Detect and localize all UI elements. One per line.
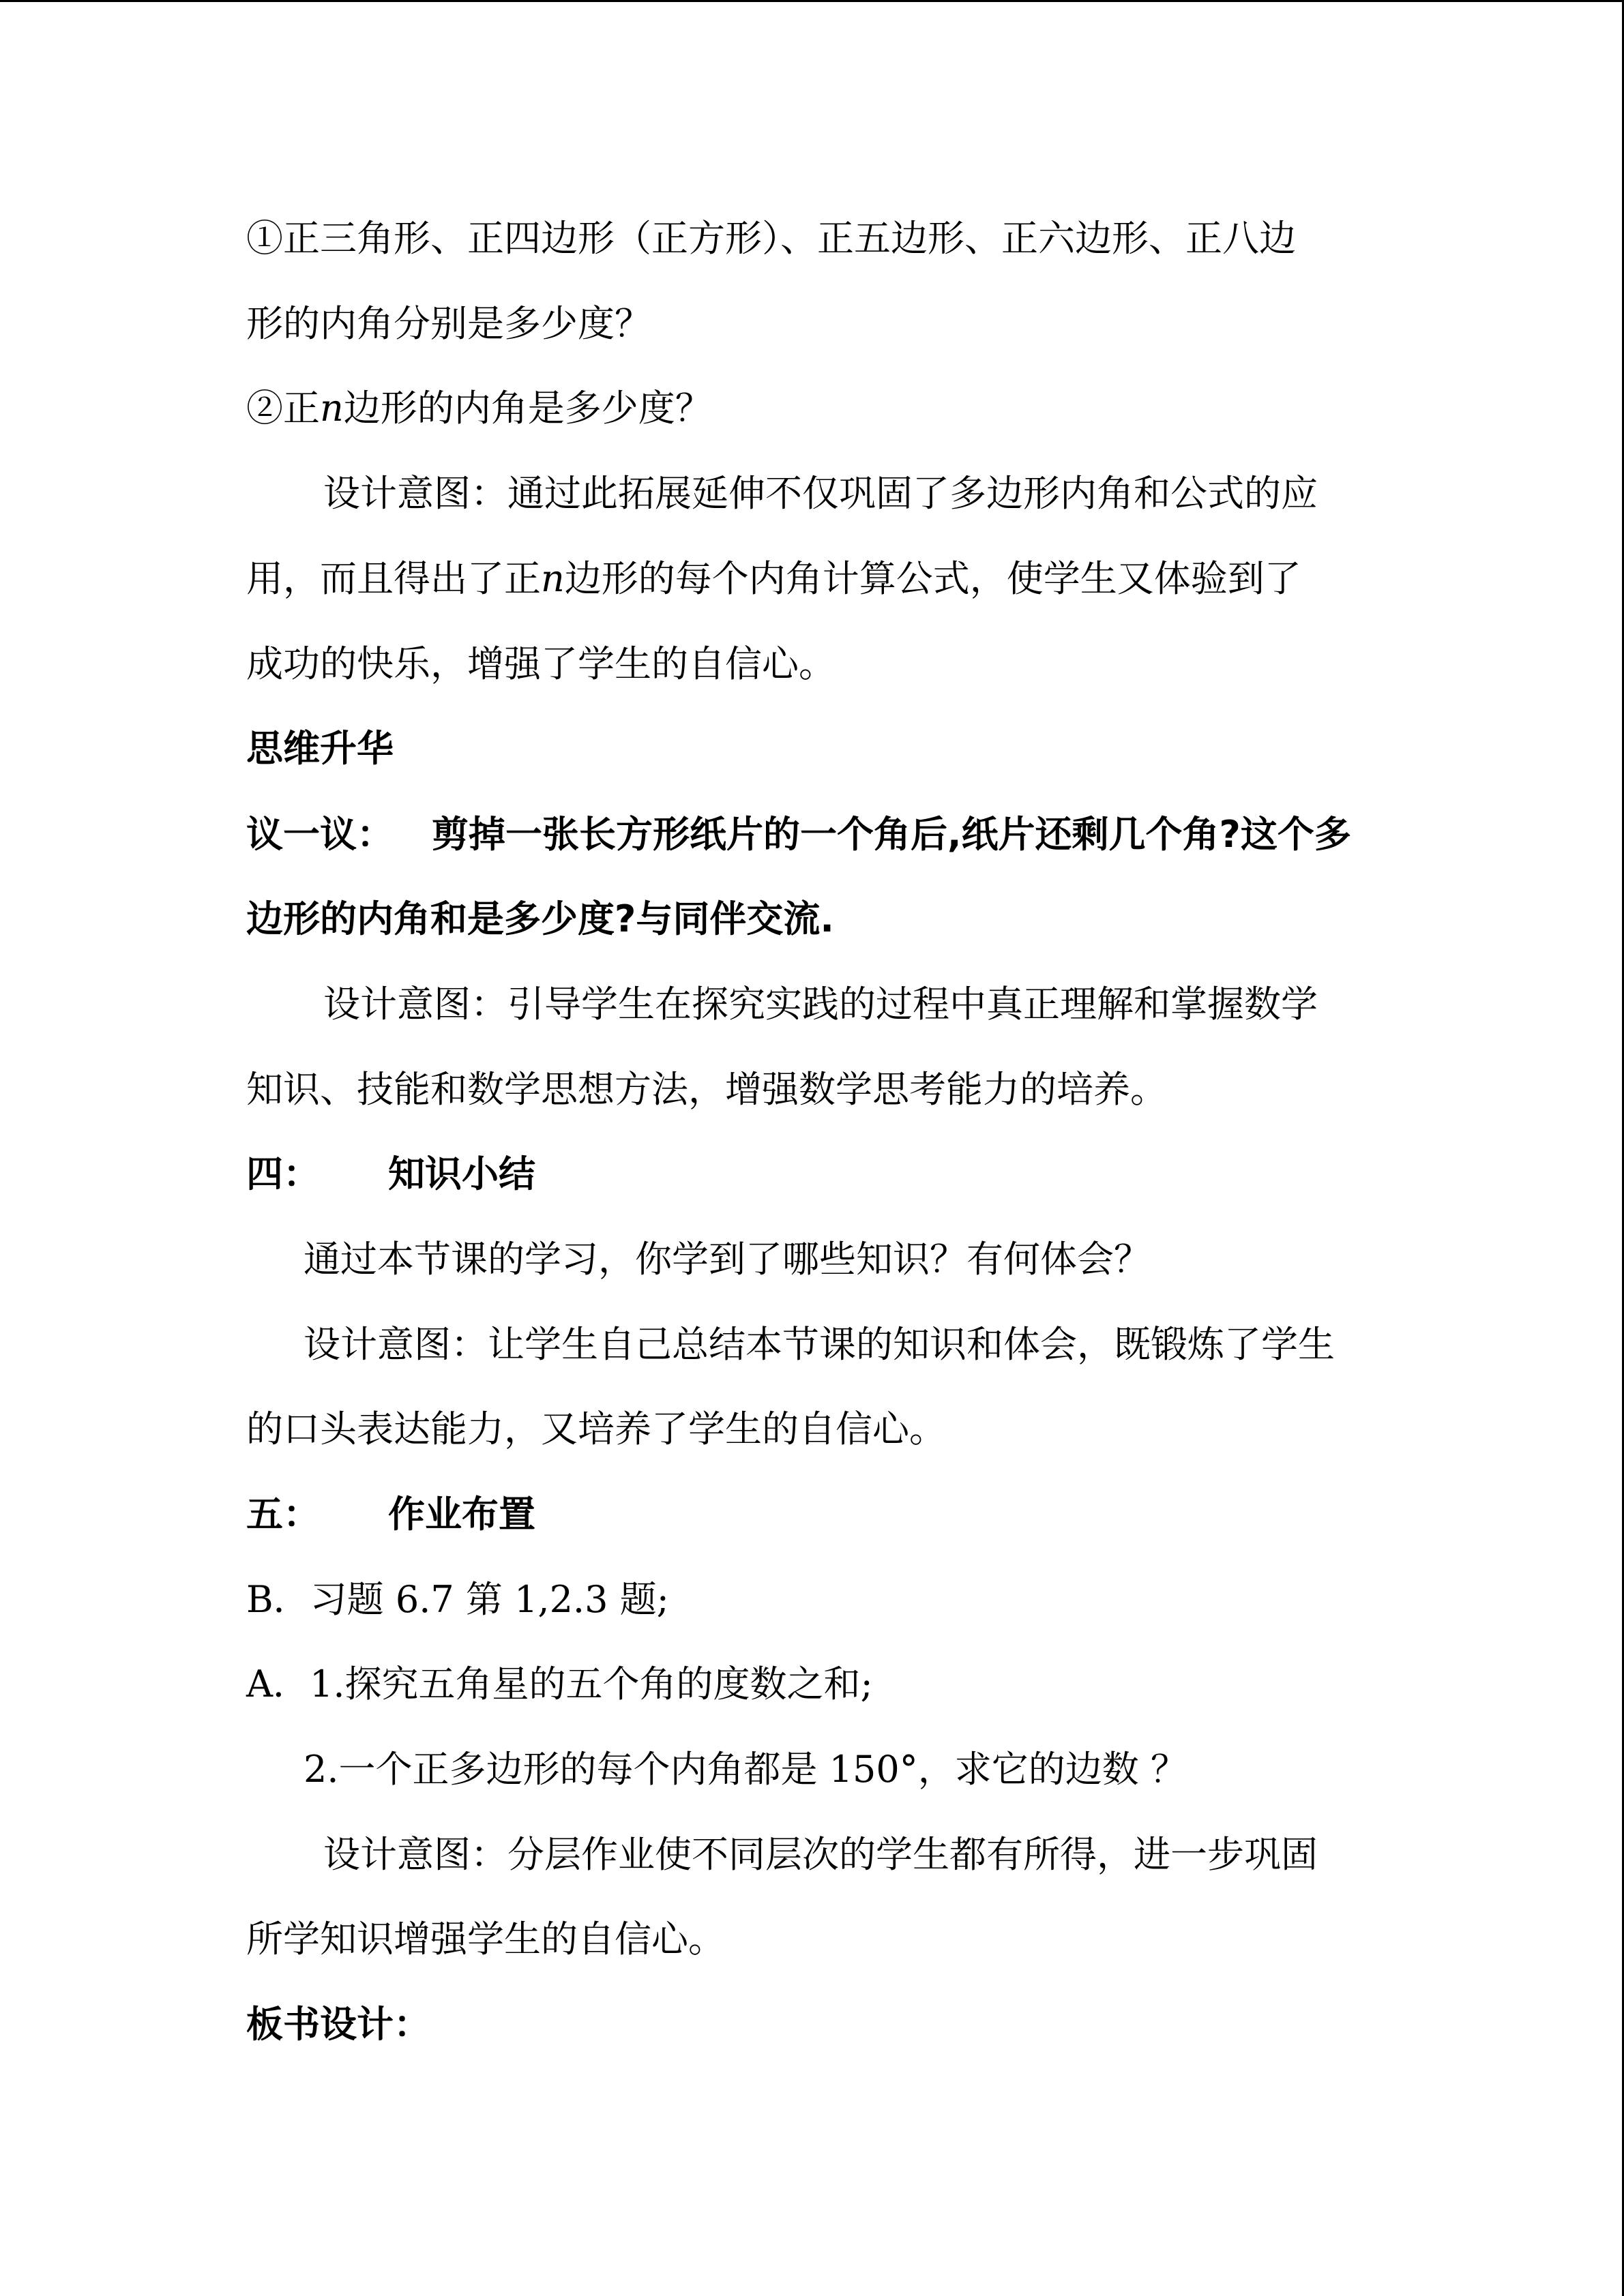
design-intent-1-line-3: 成功的快乐，增强了学生的自信心。 xyxy=(246,642,836,685)
design-intent-1-line-1: 设计意图：通过此拓展延伸不仅巩固了多边形内角和公式的应 xyxy=(323,472,1318,515)
design-intent-3-line-2: 的口头表达能力，又培养了学生的自信心。 xyxy=(246,1407,946,1450)
section-title-summary: 知识小结 xyxy=(388,1152,535,1195)
variable-n: n xyxy=(541,557,565,600)
discussion-line-2: 边形的内角和是多少度?与同伴交流. xyxy=(246,897,834,940)
design-intent-4-line-2: 所学知识增强学生的自信心。 xyxy=(246,1918,725,1960)
discussion-line-1 xyxy=(246,810,1351,859)
question-2-prefix: ②正 xyxy=(246,387,320,430)
question-2 xyxy=(246,384,712,433)
homework-a-2: 2.一个正多边形的每个内角都是 150°，求它的边数 ？ xyxy=(304,1748,1187,1791)
homework-b: B．习题 6.7 第 1,2.3 题; xyxy=(246,1578,669,1621)
design-intent-1-line-2 xyxy=(246,554,1301,603)
section-number-4: 四： xyxy=(246,1152,320,1195)
design-intent-3-line-1: 设计意图：让学生自己总结本节课的知识和体会，既锻炼了学生 xyxy=(304,1323,1335,1366)
design-intent-4-line-1: 设计意图：分层作业使不同层次的学生都有所得，进一步巩固 xyxy=(323,1833,1318,1876)
summary-question: 通过本节课的学习，你学到了哪些知识？有何体会？ xyxy=(304,1238,1151,1281)
discussion-label: 议一议： xyxy=(246,813,394,856)
section-title-homework: 作业布置 xyxy=(388,1493,535,1536)
section-heading-homework xyxy=(246,1490,535,1539)
homework-a-1: A．1.探究五角星的五个角的度数之和; xyxy=(246,1663,873,1705)
section-heading-board-design: 板书设计： xyxy=(246,2003,430,2046)
section-number-5: 五： xyxy=(246,1493,320,1536)
design-intent-2-line-1: 设计意图：引导学生在探究实践的过程中真正理解和掌握数学 xyxy=(323,983,1318,1026)
design-intent-2-line-2: 知识、技能和数学思想方法，增强数学思考能力的培养。 xyxy=(246,1068,1167,1111)
design-intent-1-prefix: 用，而且得出了正 xyxy=(246,557,541,600)
question-2-suffix: 边形的内角是多少度？ xyxy=(343,387,712,430)
section-heading-summary xyxy=(246,1150,535,1199)
question-1-line-2: 形的内角分别是多少度？ xyxy=(246,302,651,345)
section-heading-thinking: 思维升华 xyxy=(246,727,394,770)
discussion-text: 剪掉一张长方形纸片的一个角后,纸片还剩几个角?这个多 xyxy=(432,813,1351,856)
question-1-line-1: ①正三角形、正四边形（正方形）、正五边形、正六边形、正八边 xyxy=(246,217,1296,260)
design-intent-1-suffix: 边形的每个内角计算公式，使学生又体验到了 xyxy=(564,557,1301,600)
variable-n: n xyxy=(320,387,344,430)
